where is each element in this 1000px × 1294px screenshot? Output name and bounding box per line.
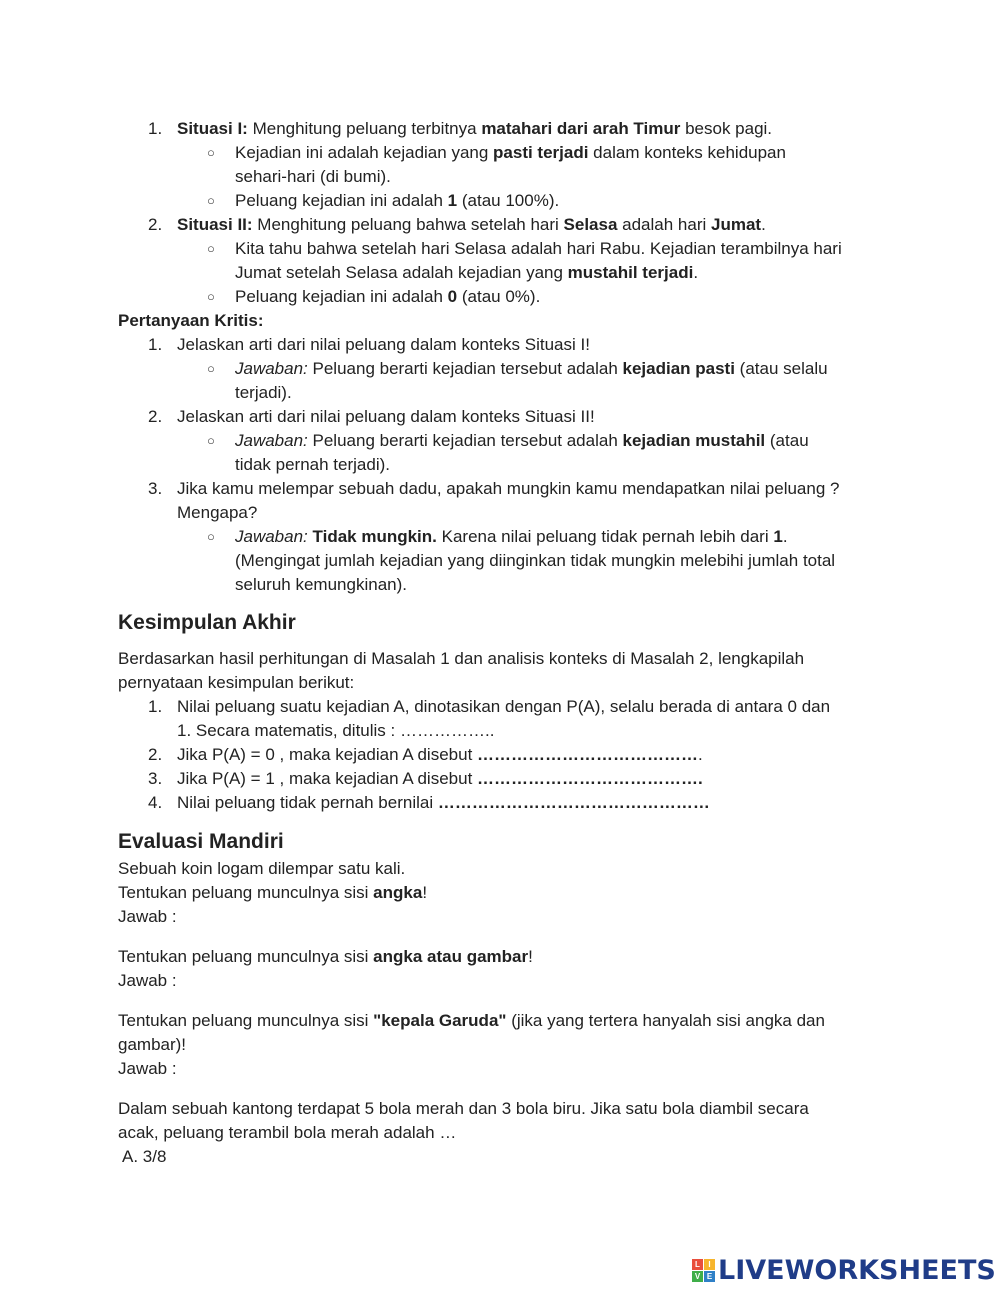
situation-2-bullet-1: Kita tahu bahwa setelah hari Selasa adalah hari Rabu. Kejadian terambilnya hari — [235, 239, 842, 258]
evaluation-question-4-cont: acak, peluang terambil bola merah adalah … — [118, 1123, 457, 1142]
critical-answer-3-cont: (Mengingat jumlah kejadian yang diinginkan tidak mungkin melebihi jumlah total — [235, 551, 836, 570]
answer-blank[interactable]: ………………………………… — [477, 745, 699, 764]
list-number: 2. — [148, 215, 163, 234]
bullet-icon: ○ — [207, 529, 215, 544]
critical-question-3: Jika kamu melempar sebuah dadu, apakah mungkin kamu mendapatkan nilai peluang ? — [177, 479, 840, 498]
bullet-icon: ○ — [207, 361, 215, 376]
situation-1-heading: Situasi I: Menghitung peluang terbitnya matahari dari arah Timur besok pagi. — [177, 119, 773, 138]
option-a[interactable]: A. 3/8 — [122, 1147, 167, 1166]
critical-answer-2: Jawaban: Peluang berarti kejadian tersebut adalah kejadian mustahil (atau — [235, 431, 809, 450]
liveworksheets-logo-mark-icon: L I V E — [692, 1259, 715, 1282]
answer-blank[interactable]: …………………………………. — [477, 769, 703, 788]
conclusion-item-1: Nilai peluang suatu kejadian A, dinotasikan dengan P(A), selalu berada di antara 0 dan — [177, 697, 831, 716]
list-number: 4. — [148, 793, 163, 812]
answer-label: Jawab : — [118, 1059, 177, 1078]
bullet-icon: ○ — [207, 193, 215, 208]
bullet-icon: ○ — [207, 241, 215, 256]
evaluation-question-2: Tentukan peluang munculnya sisi angka atau gambar! — [118, 947, 533, 966]
situation-2-bullet-1-cont: Jumat setelah Selasa adalah kejadian yang mustahil terjadi. — [235, 263, 699, 282]
critical-question-2: Jelaskan arti dari nilai peluang dalam konteks Situasi II! — [177, 407, 595, 426]
conclusion-intro-cont: pernyataan kesimpulan berikut: — [118, 673, 355, 692]
situation-2-bullet-2: Peluang kejadian ini adalah 0 (atau 0%). — [235, 287, 541, 306]
situation-1-bullet-1: Kejadian ini adalah kejadian yang pasti terjadi dalam konteks kehidupan — [235, 143, 786, 162]
evaluation-intro: Sebuah koin logam dilempar satu kali. — [118, 859, 406, 878]
critical-answer-2-cont: tidak pernah terjadi). — [235, 455, 390, 474]
answer-label: Jawab : — [118, 971, 177, 990]
list-number: 2. — [148, 745, 163, 764]
critical-question-1: Jelaskan arti dari nilai peluang dalam konteks Situasi I! — [177, 335, 590, 354]
critical-answer-1-cont: terjadi). — [235, 383, 292, 402]
critical-answer-1: Jawaban: Peluang berarti kejadian tersebut adalah kejadian pasti (atau selalu — [235, 359, 828, 378]
answer-label: Jawab : — [118, 907, 177, 926]
critical-answer-3: Jawaban: Tidak mungkin. Karena nilai peluang tidak pernah lebih dari 1. — [235, 527, 788, 546]
evaluation-question-4: Dalam sebuah kantong terdapat 5 bola merah dan 3 bola biru. Jika satu bola diambil secara — [118, 1099, 809, 1118]
conclusion-item-4: Nilai peluang tidak pernah bernilai ………………………………………… — [177, 793, 710, 812]
list-number: 1. — [148, 697, 163, 716]
critical-heading: Pertanyaan Kritis: — [118, 311, 264, 330]
situation-1-bullet-1-cont: sehari-hari (di bumi). — [235, 167, 391, 186]
critical-question-3-cont: Mengapa? — [177, 503, 258, 522]
list-number: 3. — [148, 479, 163, 498]
list-number: 1. — [148, 119, 163, 138]
list-number: 3. — [148, 769, 163, 788]
conclusion-item-2: Jika P(A) = 0 , maka kejadian A disebut …………………………………. — [177, 745, 703, 764]
evaluation-question-3-cont: gambar)! — [118, 1035, 187, 1054]
evaluation-question-1: Tentukan peluang munculnya sisi angka! — [118, 883, 428, 902]
list-number: 2. — [148, 407, 163, 426]
conclusion-item-3: Jika P(A) = 1 , maka kejadian A disebut …………………………………. — [177, 769, 703, 788]
critical-answer-3-cont2: seluruh kemungkinan). — [235, 575, 407, 594]
conclusion-intro: Berdasarkan hasil perhitungan di Masalah 1 dan analisis konteks di Masalah 2, lengkapilah — [118, 649, 805, 668]
answer-blank[interactable]: ………………………………………… — [437, 793, 710, 812]
logo-text: LIVEWORKSHEETS — [718, 1254, 996, 1286]
bullet-icon: ○ — [207, 145, 215, 160]
bullet-icon: ○ — [207, 289, 215, 304]
list-number: 1. — [148, 335, 163, 354]
evaluation-heading: Evaluasi Mandiri — [118, 830, 284, 853]
liveworksheets-logo — [692, 1254, 996, 1286]
evaluation-question-3: Tentukan peluang munculnya sisi "kepala Garuda" (jika yang tertera hanyalah sisi angka dan — [118, 1011, 825, 1030]
situation-2-heading: Situasi II: Menghitung peluang bahwa setelah hari Selasa adalah hari Jumat. — [177, 215, 766, 234]
conclusion-item-1-cont: 1. Secara matematis, ditulis : …………….. — [177, 721, 495, 740]
conclusion-heading: Kesimpulan Akhir — [118, 611, 296, 634]
bullet-icon: ○ — [207, 433, 215, 448]
situation-1-bullet-2: Peluang kejadian ini adalah 1 (atau 100%). — [235, 191, 560, 210]
